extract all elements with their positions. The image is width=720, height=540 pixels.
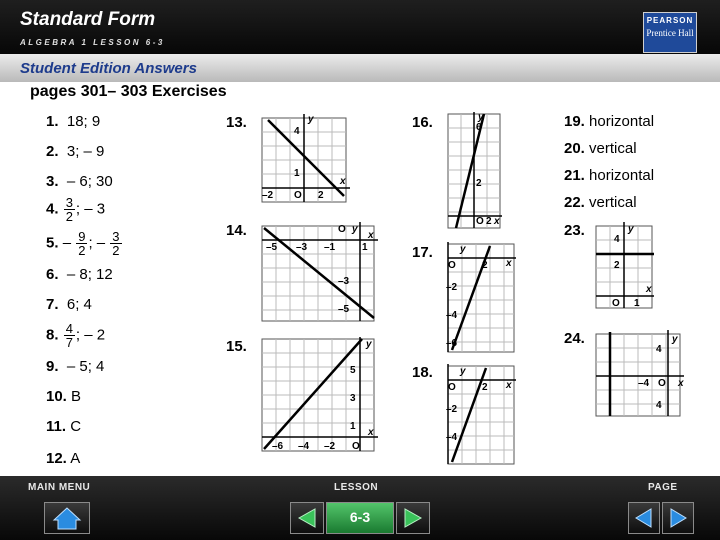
lesson-number: 6-3 (349, 509, 371, 525)
main-menu-button[interactable] (44, 502, 90, 534)
tick-label: O (294, 190, 302, 201)
origin-label: O (612, 298, 620, 309)
axis-y-label: y (308, 114, 314, 125)
tick-label: 2 (614, 260, 620, 271)
axis-x-label: x (368, 427, 374, 438)
tick-label: –5 (266, 242, 278, 253)
graph-15-label: 15. (226, 338, 247, 355)
graph-24 (592, 328, 688, 418)
answer-11: 11. C (46, 418, 82, 435)
triangle-left-icon (629, 503, 659, 533)
answer-10: 10. B (46, 388, 82, 405)
axis-x-label: x (678, 378, 684, 389)
tick-label: 2 (486, 216, 492, 227)
tick-label: –2 (324, 441, 336, 452)
axis-x-label: x (506, 380, 512, 391)
page-next-button[interactable] (662, 502, 694, 534)
graph-15 (258, 335, 380, 457)
answer-9: 9. – 5; 4 (46, 358, 105, 375)
axis-x-label: x (368, 230, 374, 241)
tick-label: –4 (446, 432, 458, 443)
tick-label: –5 (338, 304, 350, 315)
answer-7: 7. 6; 4 (46, 296, 92, 313)
tick-label: 2 (482, 260, 488, 271)
triangle-left-icon (291, 503, 323, 533)
lesson-prev-button[interactable] (290, 502, 324, 534)
tick-label: 2 (318, 190, 324, 201)
home-icon (45, 503, 89, 533)
tick-label: –4 (638, 378, 650, 389)
graph-17-label: 17. (412, 244, 433, 261)
axis-y-label: y (352, 224, 358, 235)
tick-label: 6 (476, 122, 482, 133)
publisher-logo (643, 12, 697, 53)
tick-label: 1 (294, 168, 300, 179)
origin-label: O (338, 224, 346, 235)
answer-3: 3. – 6; 30 (46, 173, 113, 190)
origin-label: O (476, 216, 484, 227)
tick-label: 1 (634, 298, 640, 309)
tick-label: 4 (294, 126, 300, 137)
pages-heading: pages 301– 303 Exercises (30, 83, 227, 100)
axis-y-label: y (366, 339, 372, 350)
lesson-number-button[interactable] (326, 502, 394, 534)
graph-17 (444, 240, 520, 355)
graph-18 (444, 362, 520, 466)
graph-18-label: 18. (412, 364, 433, 381)
tick-label: 4 (614, 234, 620, 245)
logo-line2: Prentice Hall (646, 28, 694, 38)
answer-22: 22. vertical (564, 194, 637, 211)
tick-label: –6 (446, 338, 458, 349)
axis-x-label: x (494, 216, 500, 227)
origin-label: O (658, 378, 666, 389)
graph-14-label: 14. (226, 222, 247, 239)
answer-12: 12. A (46, 450, 81, 467)
answer-6: 6. – 8; 12 (46, 266, 113, 283)
graph-13-label: 13. (226, 114, 247, 131)
answer-5: 5. – $\frac{9}{2}$ ; – $\frac{3}{2}$ (46, 229, 120, 258)
page-label: PAGE (648, 482, 678, 493)
graph-23-label: 23. (564, 222, 585, 239)
axis-y-label: y (478, 112, 484, 123)
axis-x-label: x (506, 258, 512, 269)
page-title: Standard Form (20, 9, 156, 30)
page-prev-button[interactable] (628, 502, 660, 534)
graph-16 (444, 110, 504, 232)
tick-label: –6 (272, 441, 284, 452)
tick-label: –2 (446, 404, 458, 415)
tick-label: –1 (324, 242, 336, 253)
lesson-label: LESSON (334, 482, 379, 493)
axis-y-label: y (628, 224, 634, 235)
axis-y-label: y (672, 334, 678, 345)
origin-label: O (448, 260, 456, 271)
answer-2: 2. 3; – 9 (46, 143, 105, 160)
tick-label: 2 (482, 382, 488, 393)
tick-label: 3 (350, 393, 356, 404)
tick-label: –3 (296, 242, 308, 253)
graph-16-label: 16. (412, 114, 433, 131)
answer-8: 8. $\frac{4}{7}$ ; – 2 (46, 321, 106, 350)
graph-23 (592, 220, 658, 312)
answer-21: 21. horizontal (564, 167, 655, 184)
triangle-right-icon (397, 503, 429, 533)
answer-4: 4. $\frac{3}{2}$ ; – 3 (46, 195, 106, 224)
tick-label: –3 (338, 276, 350, 287)
tick-label: 5 (350, 365, 356, 376)
origin-label: O (352, 441, 360, 452)
axis-y-label: y (460, 244, 466, 255)
axis-x-label: x (340, 176, 346, 187)
axis-x-label: x (646, 284, 652, 295)
section-label: Student Edition Answers (20, 60, 197, 77)
graph-13 (258, 110, 353, 205)
tick-label: –4 (446, 310, 458, 321)
tick-label: 4 (656, 400, 662, 411)
origin-label: O (448, 382, 456, 393)
answer-20: 20. vertical (564, 140, 637, 157)
triangle-right-icon (663, 503, 693, 533)
main-menu-label: MAIN MENU (28, 482, 91, 493)
answer-19: 19. horizontal (564, 113, 655, 130)
answer-1: 1. 18; 9 (46, 113, 101, 130)
tick-label: 1 (350, 421, 356, 432)
tick-label: 4 (656, 344, 662, 355)
tick-label: –4 (298, 441, 310, 452)
graph-14 (258, 218, 380, 323)
graph-24-label: 24. (564, 330, 585, 347)
lesson-subtitle: ALGEBRA 1 LESSON 6-3 (20, 38, 165, 47)
tick-label: –2 (262, 190, 274, 201)
tick-label: 1 (362, 242, 368, 253)
logo-line1: PEARSON (646, 16, 694, 25)
axis-y-label: y (460, 366, 466, 377)
lesson-next-button[interactable] (396, 502, 430, 534)
tick-label: 2 (476, 178, 482, 189)
tick-label: –2 (446, 282, 458, 293)
